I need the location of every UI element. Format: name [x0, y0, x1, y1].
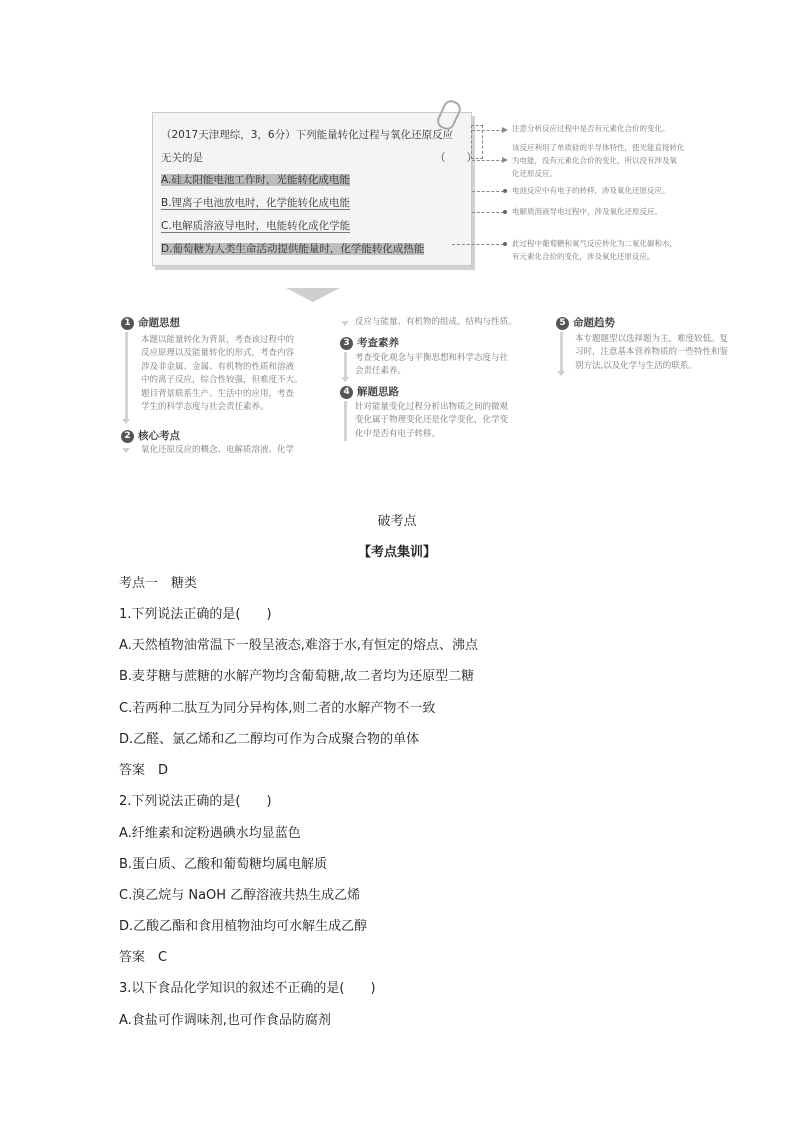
answer-blank: （ ）	[435, 152, 477, 164]
arrow-icon	[502, 157, 508, 163]
side-note-2a: 该反应利用了单质硅的半导体特性，使光能直接转化	[512, 143, 685, 152]
option-a: A.硅太阳能电池工作时，光能转化成电能	[161, 174, 350, 186]
side-note-5a: 此过程中葡萄糖和氧气反应转化为二氧化碳和水，	[512, 239, 677, 248]
question-2-option-d: D.乙酸乙酯和食用植物油均可水解生成乙醇	[119, 919, 368, 934]
connector-line	[472, 160, 504, 161]
option-b: B.锂离子电池放电时，化学能转化成电能	[161, 197, 351, 209]
question-2-option-c: C.溴乙烷与 NaOH 乙醇溶液共热生成乙烯	[119, 888, 361, 903]
question-3-option-a: A.食盐可作调味剂,也可作食品防腐剂	[119, 1013, 331, 1028]
connector-line	[472, 191, 504, 192]
divider-bar	[344, 401, 347, 441]
side-note-3: 电池反应中有电子的转移，涉及氧化还原反应。	[512, 186, 670, 195]
question-2: 2.下列说法正确的是( )	[119, 794, 272, 809]
side-note-5b: 有元素化合价的变化，涉及氧化还原反应。	[512, 252, 655, 261]
question-1-option-d: D.乙醛、氯乙烯和乙二醇均可作为合成聚合物的单体	[119, 732, 420, 747]
question-stem-line1: （2017天津理综，3，6分）下列能量转化过程与氧化还原反应	[161, 129, 454, 141]
section-text-5: 本专题题型以选择题为主，难度较低。复 习时，注意基本营养物质的一些特性和鉴 别方法,以及化学与生活的联系。	[575, 334, 729, 371]
connector-line	[452, 244, 504, 245]
question-3: 3.以下食品化学知识的叙述不正确的是( )	[119, 981, 376, 996]
question-1-option-a: A.天然植物油常温下一般呈液态,难溶于水,有恒定的熔点、沸点	[119, 638, 479, 653]
dot-icon	[503, 242, 507, 246]
section-title-5: 5 命题趋势	[556, 315, 615, 330]
divider-bar	[125, 332, 128, 420]
section-title-3: 3 考查素养	[340, 335, 399, 350]
section-title-1: 1 命题思想	[121, 315, 180, 330]
section-text-1: 本题以能量转化为背景，考查该过程中的 反应原理以及能量转化的形式，考查内容 涉及非金属、金属、有机物的性质和溶液 中的离子反应，综合性较强，但难度不大。 题目背景联系生产、生活中的应用，考查 学生的科学态度与社会责任素养。	[141, 335, 303, 413]
section-text-2-continued: 反应与能量、有机物的组成、结构与性质。	[355, 317, 517, 327]
side-note-2b: 为电能，没有元素化合价的变化，所以没有涉及氧	[512, 156, 677, 165]
connector-line	[472, 130, 504, 131]
question-card	[152, 112, 477, 266]
dot-icon	[503, 210, 507, 214]
down-arrow-icon	[341, 321, 349, 326]
option-c: C.电解质溶液导电时，电能转化成化学能	[161, 220, 351, 232]
subsection-heading: 【考点集训】	[357, 545, 436, 560]
section-heading: 破考点	[377, 514, 417, 529]
connector-line	[472, 212, 504, 213]
dot-icon	[503, 189, 507, 193]
down-arrow-icon	[286, 288, 340, 302]
divider-bar	[344, 352, 347, 378]
section-text-3: 考查变化观念与平衡思想和科学态度与社 会责任素养。	[355, 353, 509, 377]
arrow-icon	[502, 127, 508, 133]
answer-1: 答案 D	[119, 763, 169, 778]
section-text-2: 氧化还原反应的概念、电解质溶液、化学	[141, 445, 295, 455]
down-arrow-icon	[557, 371, 565, 376]
answer-2: 答案 C	[119, 950, 168, 965]
section-title-4: 4 解题思路	[340, 384, 399, 399]
question-1-option-b: B.麦芽糖与蔗糖的水解产物均含葡萄糖,故二者均为还原型二糖	[119, 669, 475, 684]
side-note-1: 注意分析反应过程中是否有元素化合价的变化。	[512, 124, 670, 133]
section-text-4: 针对能量变化过程分析出物质之间的微观 变化属于物理变化还是化学变化，化学变 化中是否有电子转移。	[355, 402, 509, 439]
question-2-option-b: B.蛋白质、乙酸和葡萄糖均属电解质	[119, 857, 328, 872]
down-arrow-icon	[122, 448, 130, 453]
down-arrow-icon	[122, 419, 130, 424]
question-2-option-a: A.纤维素和淀粉遇碘水均显蓝色	[119, 826, 301, 841]
side-note-2c: 化还原反应。	[512, 169, 557, 178]
question-stem-line2: 无关的是	[161, 152, 203, 164]
option-d: D.葡萄糖为人类生命活动提供能量时，化学能转化成热能	[161, 243, 425, 255]
side-note-4: 电解质溶液导电过程中，涉及氧化还原反应。	[512, 207, 662, 216]
topic-heading: 考点一 糖类	[119, 576, 198, 591]
question-1: 1.下列说法正确的是( )	[119, 607, 272, 622]
divider-bar	[560, 332, 563, 372]
down-arrow-icon	[341, 377, 349, 382]
question-1-option-c: C.若两种二肽互为同分异构体,则二者的水解产物不一致	[119, 701, 436, 716]
section-title-2: 2 核心考点	[121, 428, 180, 443]
